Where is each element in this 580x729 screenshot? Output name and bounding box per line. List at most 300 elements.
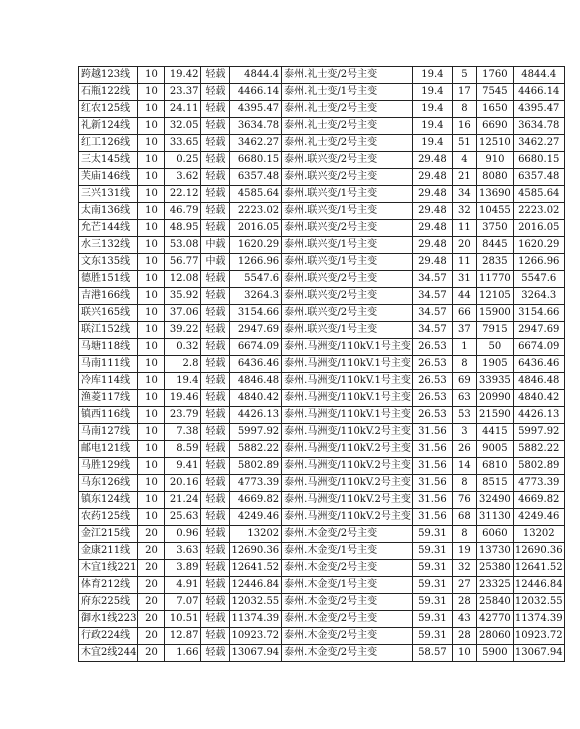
cell-remaining-capacity: 6436.46 [513, 356, 564, 373]
cell-transformer-load-rate: 31.56 [412, 458, 452, 475]
cell-transformer-load-rate: 29.48 [412, 220, 452, 237]
cell-substation-transformer: 泰州.联兴变/2号主变 [282, 169, 413, 186]
cell-user-count: 28 [452, 594, 476, 611]
cell-transformer-load-rate: 19.4 [412, 101, 452, 118]
table-row [79, 577, 565, 594]
cell-transformer-load-rate: 26.53 [412, 339, 452, 356]
cell-available-capacity: 1266.96 [230, 254, 282, 271]
cell-voltage-level: 10 [138, 186, 165, 203]
cell-voltage-level: 20 [138, 645, 165, 662]
cell-voltage-level: 10 [138, 305, 165, 322]
cell-transformer-load-rate: 19.4 [412, 67, 452, 84]
cell-substation-transformer: 泰州.联兴变/2号主变 [282, 288, 413, 305]
cell-available-capacity: 3154.66 [230, 305, 282, 322]
cell-user-count: 10 [452, 645, 476, 662]
cell-remaining-capacity: 11374.39 [513, 611, 564, 628]
cell-voltage-level: 20 [138, 611, 165, 628]
cell-installed-capacity: 13690 [476, 186, 513, 203]
cell-user-count: 5 [452, 67, 476, 84]
cell-user-count: 1 [452, 339, 476, 356]
cell-substation-transformer: 泰州.马洲变/110kV.2号主变 [282, 424, 413, 441]
cell-load-status: 轻载 [201, 152, 230, 169]
table-row [79, 339, 565, 356]
cell-load-rate: 19.42 [165, 67, 201, 84]
cell-load-status: 轻载 [201, 577, 230, 594]
cell-installed-capacity: 910 [476, 152, 513, 169]
cell-voltage-level: 10 [138, 101, 165, 118]
cell-load-rate: 12.08 [165, 271, 201, 288]
cell-load-status: 轻载 [201, 322, 230, 339]
cell-transformer-load-rate: 34.57 [412, 305, 452, 322]
cell-transformer-load-rate: 29.48 [412, 169, 452, 186]
cell-substation-transformer: 泰州.马洲变/110kV.1号主变 [282, 407, 413, 424]
cell-voltage-level: 20 [138, 594, 165, 611]
cell-load-status: 轻载 [201, 339, 230, 356]
cell-available-capacity: 3634.78 [230, 118, 282, 135]
cell-transformer-load-rate: 31.56 [412, 424, 452, 441]
cell-line-name: 木宜1线221 [79, 560, 138, 577]
table-row [79, 237, 565, 254]
cell-user-count: 53 [452, 407, 476, 424]
cell-load-rate: 39.22 [165, 322, 201, 339]
cell-voltage-level: 10 [138, 424, 165, 441]
cell-transformer-load-rate: 26.53 [412, 373, 452, 390]
cell-line-name: 冷库114线 [79, 373, 138, 390]
cell-user-count: 11 [452, 220, 476, 237]
cell-load-rate: 1.66 [165, 645, 201, 662]
cell-load-rate: 0.25 [165, 152, 201, 169]
cell-available-capacity: 2223.02 [230, 203, 282, 220]
cell-installed-capacity: 28060 [476, 628, 513, 645]
cell-transformer-load-rate: 34.57 [412, 271, 452, 288]
table-row [79, 424, 565, 441]
cell-transformer-load-rate: 34.57 [412, 322, 452, 339]
cell-load-status: 中载 [201, 254, 230, 271]
cell-user-count: 69 [452, 373, 476, 390]
cell-substation-transformer: 泰州.联兴变/1号主变 [282, 254, 413, 271]
cell-line-name: 允芒144线 [79, 220, 138, 237]
cell-line-name: 农药125线 [79, 509, 138, 526]
cell-transformer-load-rate: 59.31 [412, 628, 452, 645]
cell-voltage-level: 10 [138, 492, 165, 509]
cell-load-status: 轻载 [201, 67, 230, 84]
cell-voltage-level: 10 [138, 237, 165, 254]
cell-line-name: 御水1线223 [79, 611, 138, 628]
cell-installed-capacity: 8445 [476, 237, 513, 254]
cell-line-name: 金江215线 [79, 526, 138, 543]
cell-load-status: 轻载 [201, 305, 230, 322]
cell-load-rate: 19.46 [165, 390, 201, 407]
cell-user-count: 32 [452, 203, 476, 220]
cell-substation-transformer: 泰州.礼士变/1号主变 [282, 84, 413, 101]
cell-load-rate: 23.37 [165, 84, 201, 101]
cell-line-name: 木宜2线244 [79, 645, 138, 662]
cell-substation-transformer: 泰州.马洲变/110kV.1号主变 [282, 356, 413, 373]
cell-load-rate: 4.91 [165, 577, 201, 594]
cell-voltage-level: 10 [138, 475, 165, 492]
table-row [79, 67, 565, 84]
cell-load-status: 轻载 [201, 373, 230, 390]
cell-voltage-level: 10 [138, 373, 165, 390]
cell-installed-capacity: 6690 [476, 118, 513, 135]
table-row [79, 322, 565, 339]
cell-line-name: 邮电121线 [79, 441, 138, 458]
table-row [79, 543, 565, 560]
cell-available-capacity: 4844.4 [230, 67, 282, 84]
cell-user-count: 20 [452, 237, 476, 254]
cell-substation-transformer: 泰州.马洲变/110kV.2号主变 [282, 441, 413, 458]
feeder-load-table [78, 66, 565, 662]
cell-voltage-level: 10 [138, 203, 165, 220]
cell-available-capacity: 13067.94 [230, 645, 282, 662]
table-row [79, 356, 565, 373]
cell-transformer-load-rate: 59.31 [412, 611, 452, 628]
cell-load-status: 轻载 [201, 475, 230, 492]
cell-transformer-load-rate: 26.53 [412, 390, 452, 407]
cell-available-capacity: 10923.72 [230, 628, 282, 645]
cell-load-status: 轻载 [201, 645, 230, 662]
cell-installed-capacity: 5900 [476, 645, 513, 662]
cell-load-status: 轻载 [201, 203, 230, 220]
cell-load-rate: 37.06 [165, 305, 201, 322]
table-row [79, 611, 565, 628]
cell-load-status: 轻载 [201, 169, 230, 186]
table-row [79, 101, 565, 118]
cell-line-name: 石瓶122线 [79, 84, 138, 101]
cell-line-name: 三太145线 [79, 152, 138, 169]
cell-load-status: 轻载 [201, 611, 230, 628]
cell-load-rate: 22.12 [165, 186, 201, 203]
table-row [79, 407, 565, 424]
cell-load-rate: 20.16 [165, 475, 201, 492]
cell-line-name: 芙庙146线 [79, 169, 138, 186]
cell-available-capacity: 3264.3 [230, 288, 282, 305]
cell-available-capacity: 12641.52 [230, 560, 282, 577]
cell-user-count: 3 [452, 424, 476, 441]
table-row [79, 305, 565, 322]
cell-substation-transformer: 泰州.联兴变/2号主变 [282, 220, 413, 237]
table-row [79, 135, 565, 152]
cell-line-name: 红工126线 [79, 135, 138, 152]
cell-load-rate: 10.51 [165, 611, 201, 628]
cell-substation-transformer: 泰州.马洲变/110kV.2号主变 [282, 492, 413, 509]
cell-user-count: 27 [452, 577, 476, 594]
table-row [79, 390, 565, 407]
cell-load-status: 轻载 [201, 135, 230, 152]
cell-load-status: 轻载 [201, 118, 230, 135]
cell-load-rate: 0.96 [165, 526, 201, 543]
cell-load-rate: 3.63 [165, 543, 201, 560]
cell-user-count: 76 [452, 492, 476, 509]
cell-transformer-load-rate: 59.31 [412, 526, 452, 543]
cell-load-rate: 24.11 [165, 101, 201, 118]
table-row [79, 169, 565, 186]
cell-substation-transformer: 泰州.礼士变/2号主变 [282, 118, 413, 135]
cell-transformer-load-rate: 59.31 [412, 577, 452, 594]
cell-user-count: 14 [452, 458, 476, 475]
cell-load-rate: 48.95 [165, 220, 201, 237]
cell-remaining-capacity: 6680.15 [513, 152, 564, 169]
cell-user-count: 21 [452, 169, 476, 186]
cell-load-status: 轻载 [201, 543, 230, 560]
table-row [79, 152, 565, 169]
cell-remaining-capacity: 3462.27 [513, 135, 564, 152]
cell-available-capacity: 11374.39 [230, 611, 282, 628]
cell-load-status: 轻载 [201, 390, 230, 407]
cell-user-count: 8 [452, 101, 476, 118]
cell-available-capacity: 5802.89 [230, 458, 282, 475]
cell-line-name: 三兴131线 [79, 186, 138, 203]
cell-line-name: 联江152线 [79, 322, 138, 339]
cell-available-capacity: 4669.82 [230, 492, 282, 509]
table-row [79, 203, 565, 220]
table-row [79, 84, 565, 101]
cell-load-rate: 23.79 [165, 407, 201, 424]
cell-transformer-load-rate: 29.48 [412, 152, 452, 169]
cell-load-rate: 9.41 [165, 458, 201, 475]
cell-available-capacity: 5547.6 [230, 271, 282, 288]
cell-remaining-capacity: 6674.09 [513, 339, 564, 356]
cell-substation-transformer: 泰州.马洲变/110kV.1号主变 [282, 390, 413, 407]
cell-load-status: 中载 [201, 237, 230, 254]
cell-remaining-capacity: 2947.69 [513, 322, 564, 339]
cell-transformer-load-rate: 59.31 [412, 543, 452, 560]
cell-remaining-capacity: 4585.64 [513, 186, 564, 203]
cell-installed-capacity: 1650 [476, 101, 513, 118]
cell-voltage-level: 10 [138, 407, 165, 424]
cell-user-count: 26 [452, 441, 476, 458]
cell-user-count: 17 [452, 84, 476, 101]
cell-transformer-load-rate: 19.4 [412, 118, 452, 135]
cell-installed-capacity: 11770 [476, 271, 513, 288]
cell-voltage-level: 10 [138, 458, 165, 475]
cell-available-capacity: 6674.09 [230, 339, 282, 356]
cell-line-name: 德胜151线 [79, 271, 138, 288]
cell-available-capacity: 4840.42 [230, 390, 282, 407]
cell-voltage-level: 20 [138, 628, 165, 645]
cell-installed-capacity: 6810 [476, 458, 513, 475]
cell-remaining-capacity: 3634.78 [513, 118, 564, 135]
cell-substation-transformer: 泰州.木金变/1号主变 [282, 543, 413, 560]
cell-user-count: 66 [452, 305, 476, 322]
cell-remaining-capacity: 3154.66 [513, 305, 564, 322]
cell-transformer-load-rate: 31.56 [412, 509, 452, 526]
cell-remaining-capacity: 12446.84 [513, 577, 564, 594]
cell-available-capacity: 4846.48 [230, 373, 282, 390]
cell-available-capacity: 3462.27 [230, 135, 282, 152]
cell-user-count: 51 [452, 135, 476, 152]
cell-remaining-capacity: 4395.47 [513, 101, 564, 118]
cell-substation-transformer: 泰州.礼士变/2号主变 [282, 101, 413, 118]
cell-line-name: 联兴165线 [79, 305, 138, 322]
cell-transformer-load-rate: 19.4 [412, 135, 452, 152]
cell-load-status: 轻载 [201, 424, 230, 441]
cell-transformer-load-rate: 29.48 [412, 237, 452, 254]
cell-line-name: 红农125线 [79, 101, 138, 118]
cell-installed-capacity: 23325 [476, 577, 513, 594]
cell-substation-transformer: 泰州.礼士变/2号主变 [282, 67, 413, 84]
cell-available-capacity: 5882.22 [230, 441, 282, 458]
table-row [79, 509, 565, 526]
cell-load-rate: 33.65 [165, 135, 201, 152]
cell-remaining-capacity: 4773.39 [513, 475, 564, 492]
cell-available-capacity: 4466.14 [230, 84, 282, 101]
cell-transformer-load-rate: 29.48 [412, 203, 452, 220]
cell-user-count: 68 [452, 509, 476, 526]
cell-load-rate: 2.8 [165, 356, 201, 373]
cell-load-rate: 12.87 [165, 628, 201, 645]
cell-load-status: 轻载 [201, 594, 230, 611]
cell-substation-transformer: 泰州.联兴变/2号主变 [282, 271, 413, 288]
cell-line-name: 金康211线 [79, 543, 138, 560]
cell-line-name: 水三132线 [79, 237, 138, 254]
table-row [79, 220, 565, 237]
cell-voltage-level: 10 [138, 152, 165, 169]
cell-voltage-level: 10 [138, 169, 165, 186]
cell-installed-capacity: 10455 [476, 203, 513, 220]
cell-installed-capacity: 15900 [476, 305, 513, 322]
cell-remaining-capacity: 1620.29 [513, 237, 564, 254]
cell-installed-capacity: 33935 [476, 373, 513, 390]
table-row [79, 186, 565, 203]
cell-available-capacity: 4395.47 [230, 101, 282, 118]
cell-load-rate: 0.32 [165, 339, 201, 356]
cell-installed-capacity: 31130 [476, 509, 513, 526]
cell-voltage-level: 10 [138, 271, 165, 288]
cell-transformer-load-rate: 26.53 [412, 407, 452, 424]
cell-remaining-capacity: 6357.48 [513, 169, 564, 186]
table-row [79, 288, 565, 305]
cell-installed-capacity: 9005 [476, 441, 513, 458]
cell-remaining-capacity: 12032.55 [513, 594, 564, 611]
cell-line-name: 马东126线 [79, 475, 138, 492]
cell-user-count: 44 [452, 288, 476, 305]
cell-user-count: 63 [452, 390, 476, 407]
cell-voltage-level: 10 [138, 356, 165, 373]
cell-remaining-capacity: 4426.13 [513, 407, 564, 424]
table-row [79, 271, 565, 288]
cell-line-name: 马南111线 [79, 356, 138, 373]
cell-substation-transformer: 泰州.礼士变/2号主变 [282, 135, 413, 152]
cell-remaining-capacity: 4846.48 [513, 373, 564, 390]
cell-substation-transformer: 泰州.联兴变/1号主变 [282, 322, 413, 339]
cell-line-name: 文东135线 [79, 254, 138, 271]
cell-installed-capacity: 7545 [476, 84, 513, 101]
cell-installed-capacity: 6060 [476, 526, 513, 543]
cell-installed-capacity: 25380 [476, 560, 513, 577]
cell-available-capacity: 6357.48 [230, 169, 282, 186]
cell-load-status: 轻载 [201, 458, 230, 475]
cell-load-rate: 53.08 [165, 237, 201, 254]
cell-voltage-level: 10 [138, 339, 165, 356]
cell-user-count: 8 [452, 356, 476, 373]
cell-remaining-capacity: 2223.02 [513, 203, 564, 220]
cell-user-count: 43 [452, 611, 476, 628]
cell-user-count: 37 [452, 322, 476, 339]
table-row [79, 254, 565, 271]
cell-installed-capacity: 13730 [476, 543, 513, 560]
cell-load-status: 轻载 [201, 356, 230, 373]
cell-installed-capacity: 21590 [476, 407, 513, 424]
cell-transformer-load-rate: 58.57 [412, 645, 452, 662]
cell-line-name: 跨越123线 [79, 67, 138, 84]
cell-transformer-load-rate: 34.57 [412, 288, 452, 305]
cell-available-capacity: 12032.55 [230, 594, 282, 611]
table-row [79, 645, 565, 662]
cell-load-rate: 7.07 [165, 594, 201, 611]
cell-remaining-capacity: 4840.42 [513, 390, 564, 407]
cell-remaining-capacity: 5802.89 [513, 458, 564, 475]
cell-substation-transformer: 泰州.马洲变/110kV.1号主变 [282, 339, 413, 356]
cell-load-status: 轻载 [201, 526, 230, 543]
cell-voltage-level: 10 [138, 84, 165, 101]
cell-user-count: 11 [452, 254, 476, 271]
cell-substation-transformer: 泰州.联兴变/1号主变 [282, 237, 413, 254]
cell-voltage-level: 10 [138, 254, 165, 271]
table-row [79, 475, 565, 492]
cell-user-count: 8 [452, 526, 476, 543]
cell-available-capacity: 1620.29 [230, 237, 282, 254]
cell-installed-capacity: 1905 [476, 356, 513, 373]
cell-available-capacity: 6680.15 [230, 152, 282, 169]
table-row [79, 560, 565, 577]
cell-voltage-level: 10 [138, 322, 165, 339]
cell-available-capacity: 5997.92 [230, 424, 282, 441]
cell-load-rate: 7.38 [165, 424, 201, 441]
cell-remaining-capacity: 4466.14 [513, 84, 564, 101]
cell-voltage-level: 10 [138, 135, 165, 152]
cell-installed-capacity: 2835 [476, 254, 513, 271]
cell-user-count: 16 [452, 118, 476, 135]
table-row [79, 373, 565, 390]
cell-available-capacity: 4249.46 [230, 509, 282, 526]
cell-transformer-load-rate: 59.31 [412, 594, 452, 611]
cell-remaining-capacity: 10923.72 [513, 628, 564, 645]
cell-remaining-capacity: 4844.4 [513, 67, 564, 84]
cell-available-capacity: 6436.46 [230, 356, 282, 373]
table-row [79, 492, 565, 509]
cell-user-count: 19 [452, 543, 476, 560]
cell-substation-transformer: 泰州.马洲变/110kV.2号主变 [282, 509, 413, 526]
cell-transformer-load-rate: 31.56 [412, 492, 452, 509]
cell-substation-transformer: 泰州.木金变/2号主变 [282, 611, 413, 628]
cell-remaining-capacity: 1266.96 [513, 254, 564, 271]
cell-installed-capacity: 20990 [476, 390, 513, 407]
cell-installed-capacity: 50 [476, 339, 513, 356]
cell-available-capacity: 4585.64 [230, 186, 282, 203]
cell-line-name: 礼新124线 [79, 118, 138, 135]
cell-substation-transformer: 泰州.木金变/2号主变 [282, 628, 413, 645]
cell-available-capacity: 2947.69 [230, 322, 282, 339]
cell-available-capacity: 4773.39 [230, 475, 282, 492]
cell-load-status: 轻载 [201, 186, 230, 203]
cell-voltage-level: 20 [138, 526, 165, 543]
cell-installed-capacity: 25840 [476, 594, 513, 611]
cell-remaining-capacity: 5997.92 [513, 424, 564, 441]
cell-line-name: 太南136线 [79, 203, 138, 220]
cell-user-count: 32 [452, 560, 476, 577]
cell-voltage-level: 10 [138, 118, 165, 135]
table-row [79, 118, 565, 135]
cell-load-status: 轻载 [201, 271, 230, 288]
cell-voltage-level: 10 [138, 390, 165, 407]
table-row [79, 628, 565, 645]
cell-load-status: 轻载 [201, 84, 230, 101]
cell-load-status: 轻载 [201, 220, 230, 237]
cell-load-rate: 19.4 [165, 373, 201, 390]
table-row [79, 594, 565, 611]
cell-load-status: 轻载 [201, 288, 230, 305]
